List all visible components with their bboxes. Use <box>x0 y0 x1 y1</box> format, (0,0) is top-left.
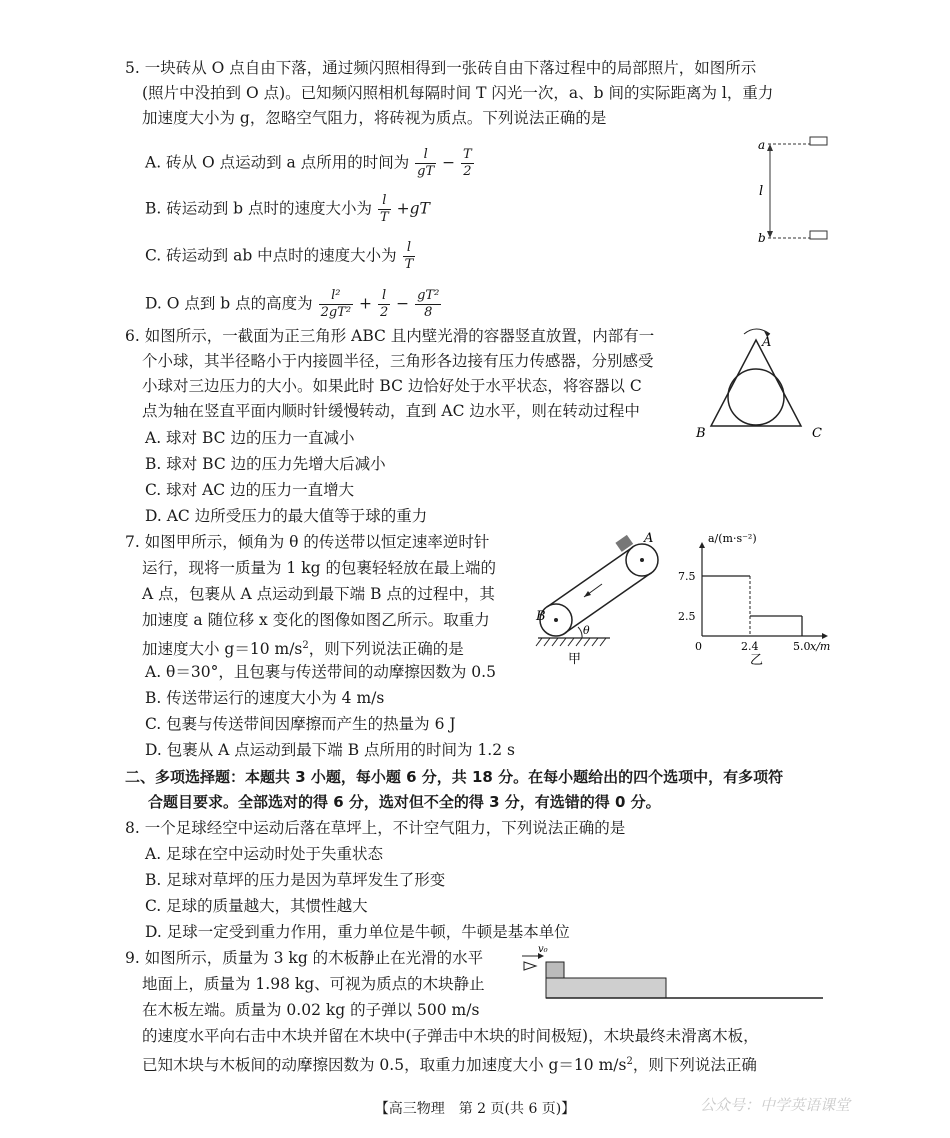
q7-option-a: A. θ＝30°，且包裹与传送带间的动摩擦因数为 0.5 <box>145 663 496 681</box>
q9-stem-line-5 <box>142 1052 757 1075</box>
q6-figure <box>690 322 830 444</box>
q5-figure <box>750 130 830 250</box>
q5-option-b-text: B. 砖运动到 b 点时的速度大小为 <box>145 199 373 218</box>
q5-fig-brick-b <box>810 231 827 239</box>
q6-stem-line-3: 小球对三边压力的大小。如果此时 BC 边恰好处于水平状态，将容器以 C <box>142 377 642 395</box>
q5-stem-line-3: 加速度大小为 g，忽略空气阻力，将砖视为质点。下列说法正确的是 <box>142 109 607 127</box>
q9-fig-v0-label: v₀ <box>538 944 548 955</box>
q9-fig-bullet <box>524 962 536 970</box>
q6-stem-line-2: 个小球，其半径略小于内接圆半径，三角形各边接有压力传感器，分别感受 <box>142 352 654 370</box>
q7-figure-jia <box>532 528 672 668</box>
q5-fig-brick-a <box>810 137 827 145</box>
q6-option-a: A. 球对 BC 边的压力一直减小 <box>145 429 355 447</box>
q7-jia-ground-hatch <box>536 638 606 646</box>
q7-jia-label-A: A <box>644 531 654 546</box>
q5-stem-line-2: (照片中没拍到 O 点)。已知频闪照相机每隔时间 T 闪光一次，a、b 间的实际距离为 l，重力 <box>142 84 774 102</box>
q7-stem-line-1: 7. 如图甲所示，倾角为 θ 的传送带以恒定速率逆时针 <box>125 533 490 551</box>
q7-yi-tick-5-0: 5.0 <box>793 640 811 653</box>
q6-option-c: C. 球对 AC 边的压力一直增大 <box>145 481 355 499</box>
q6-fig-label-C: C <box>812 426 822 441</box>
q9-stem-line-2: 地面上，质量为 1.98 kg、可视为质点的木块静止 <box>142 975 485 993</box>
q5-option-c-frac: $\frac{l}{T}$ <box>404 240 414 272</box>
q8-option-b: B. 足球对草坪的压力是因为草坪发生了形变 <box>145 871 446 889</box>
q9-fig-board <box>546 978 666 998</box>
q6-fig-label-B: B <box>696 426 706 441</box>
q9-stem-line-5-c: ，则下列说法正确 <box>632 1056 757 1075</box>
q7-yi-ylabel: a/(m·s⁻²) <box>708 532 757 545</box>
q7-yi-tick-7-5: 7.5 <box>678 570 696 583</box>
q5-option-c <box>145 240 416 273</box>
q9-stem-line-3: 在木板左端。质量为 0.02 kg 的子弹以 500 m/s <box>142 1001 480 1019</box>
q7-stem-line-5-c: ，则下列说法正确的是 <box>308 640 464 659</box>
q5-fig-label-l: l <box>759 184 764 199</box>
q7-jia-label-theta: θ <box>583 624 590 637</box>
q9-stem-line-5-a: 已知木块与木板间的动摩擦因数为 0.5，取重力加速度大小 g＝10 m/s <box>142 1056 627 1075</box>
q7-yi-tick-2-5: 2.5 <box>678 610 696 623</box>
q6-stem-line-4: 点为轴在竖直平面内顺时针缓慢转动，直到 AC 边水平，则在转动过程中 <box>142 402 640 420</box>
q9-fig-block <box>546 962 564 978</box>
q7-stem-line-4: 加速度 a 随位移 x 变化的图像如图乙所示。取重力 <box>142 611 490 629</box>
q5-option-b-frac: $\frac{l}{T}$ <box>379 193 389 225</box>
q7-stem-line-5-a: 加速度大小 g＝10 m/s <box>142 640 303 659</box>
q5-option-d-frac3: $\frac{\text{gT²}}{8}$ <box>417 288 440 320</box>
q6-fig-label-A: A <box>762 335 772 350</box>
q6-stem-line-1: 6. 如图所示，一截面为正三角形 ABC 且内壁光滑的容器竖直放置，内部有一 <box>125 327 655 345</box>
q5-fig-arrow-up <box>767 144 773 151</box>
q9-stem-line-4: 的速度水平向右击中木块并留在木块中(子弹击中木块的时间极短)，木块最终未滑离木板， <box>142 1027 759 1045</box>
q7-figure-yi <box>678 532 838 668</box>
q5-option-d-text: D. O 点到 b 点的高度为 <box>145 294 313 313</box>
q9-stem-line-1: 9. 如图所示，质量为 3 kg 的木板静止在光滑的水平 <box>125 949 484 967</box>
q6-fig-ball <box>728 369 784 425</box>
q7-jia-angle-arc <box>578 627 582 638</box>
q7-jia-caption: 甲 <box>568 652 582 667</box>
q7-option-c: C. 包裹与传送带间因摩擦而产生的热量为 6 J <box>145 715 456 733</box>
q7-stem-line-5-sup: 2 <box>302 640 309 651</box>
section2-heading-line-1: 二、多项选择题：本题共 3 小题，每小题 6 分，共 18 分。在每小题给出的四个选项中，有多项符 <box>125 768 784 786</box>
q5-option-a-frac1: $\frac{l}{gT}$ <box>417 147 435 179</box>
q5-option-d-frac1: $\frac{\text{l²}}{\text{2gT²}}$ <box>320 288 352 320</box>
q7-yi-caption: 乙 <box>750 653 764 668</box>
q5-option-a-text: A. 砖从 O 点运动到 a 点所用的时间为 <box>145 153 410 172</box>
q5-fig-label-a: a <box>758 138 766 152</box>
q5-fig-arrow-down <box>767 231 773 238</box>
q7-option-d: D. 包裹从 A 点运动到最下端 B 点所用的时间为 1.2 s <box>145 741 515 759</box>
q5-fig-label-b: b <box>758 231 766 245</box>
section2-heading-line-2: 合题目要求。全部选对的得 6 分，选对但不全的得 3 分，有选错的得 0 分。 <box>148 793 661 811</box>
q8-option-a: A. 足球在空中运动时处于失重状态 <box>145 845 384 863</box>
q5-stem-line-1: 5. 一块砖从 O 点自由下落，通过频闪照相得到一张砖自由下落过程中的局部照片，如图所示 <box>125 59 757 77</box>
q9-stem-line-5-sup: 2 <box>626 1056 633 1067</box>
watermark: 公众号：中学英语课堂 <box>700 1096 851 1114</box>
q6-option-d: D. AC 边所受压力的最大值等于球的重力 <box>145 507 428 525</box>
q5-option-a: A. 砖从 O 点运动到 a 点所用的时间为 $\frac{l}{gT}$ − $\frac{T}{2}$ <box>145 147 472 179</box>
q6-option-b: B. 球对 BC 边的压力先增大后减小 <box>145 455 386 473</box>
q5-option-d-frac2: $\frac{l}{2}$ <box>379 288 389 320</box>
q5-option-d: D. O 点到 b 点的高度为 $\frac{\text{l²}}{\text{2gT²}}$ + $\frac{l}{2}$ − $\frac{\text{gT²}}{8}$ <box>145 288 440 320</box>
q8-stem: 8. 一个足球经空中运动后落在草坪上，不计空气阻力，下列说法正确的是 <box>125 819 626 837</box>
q5-option-a-frac2: $\frac{T}{2}$ <box>463 147 472 179</box>
q8-option-d: D. 足球一定受到重力作用，重力单位是牛顿，牛顿是基本单位 <box>145 923 570 941</box>
q7-option-b: B. 传送带运行的速度大小为 4 m/s <box>145 689 385 707</box>
q7-jia-belt-top <box>547 547 633 607</box>
q7-yi-xlabel: x/m <box>810 640 831 653</box>
q7-stem-line-5 <box>142 636 464 659</box>
q8-option-c: C. 足球的质量越大，其惯性越大 <box>145 897 368 915</box>
q7-stem-line-3: A 点，包裹从 A 点运动到最下端 B 点的过程中，其 <box>142 585 495 603</box>
q7-yi-origin: 0 <box>695 640 702 653</box>
q5-option-b: B. 砖运动到 b 点时的速度大小为 $\frac{l}{T}$ +gT <box>145 193 430 225</box>
q5-option-c-text: C. 砖运动到 ab 中点时的速度大小为 <box>145 246 397 265</box>
q6-fig-triangle <box>711 340 801 426</box>
q9-figure <box>518 940 828 1005</box>
page-footer: 【高三物理 第 2 页(共 6 页)】 <box>374 1101 576 1117</box>
q7-jia-belt-bottom <box>565 573 651 633</box>
q7-stem-line-2: 运行，现将一质量为 1 kg 的包裹轻轻放在最上端的 <box>142 559 496 577</box>
q7-jia-label-B: B <box>536 609 546 624</box>
q7-yi-tick-2-4: 2.4 <box>741 640 759 653</box>
